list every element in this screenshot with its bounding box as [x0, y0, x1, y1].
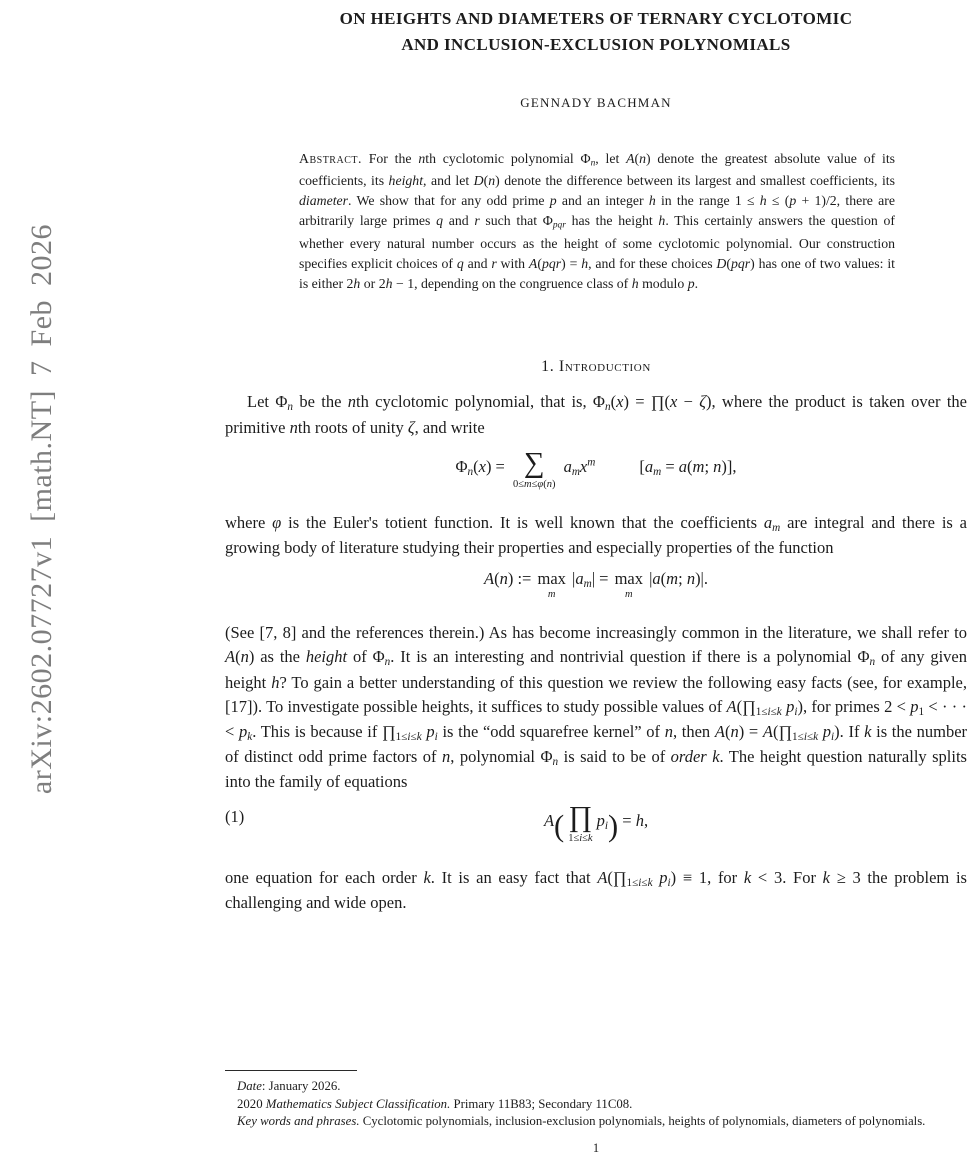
author-name: GENNADY BACHMAN [520, 94, 672, 110]
paragraph-intro-3: (See [7, 8] and the references therein.) As has become increasingly common in the literature, we shall refer to A(n) as the height of $\Phi_n$. It is an interesting and nontrivial question if there is a polynomial $\Phi_n$ of any given height h? To gain a better understanding of this question we review the following easy facts (see, for example, [17]). To investigate possible heights, it suffices to study possible values of $A(\prod_{1\le i\le k}$ $p_i$), for primes $2 < p_1$ < · · · < $p_k$. This is because if $\prod_{1\le i\le k}$ $p_i$ is the “odd squarefree kernel” of n, then $A(n) = A(\prod_{1\le i\le k}$ $p_i$). If k is the number of distinct odd prime factors of n, polynomial $\Phi_n$ is said to be of order k. The height question naturally splits into the family of equations [225, 623, 968, 792]
footnote-rule [225, 1070, 357, 1071]
paragraph-intro-1: Let $\Phi_n$ be the nth cyclotomic polynomial, that is, $\Phi_n(x)$ = ∏(x − ζ), where the product is taken over the primitive nth roots of unity ζ, and write [225, 392, 967, 437]
footnote-block [225, 1070, 967, 1131]
footnote-date: Date: January 2026. [237, 1079, 341, 1094]
paper-title [225, 6, 967, 59]
paper-content [225, 0, 967, 1165]
footnote-keywords: Key words and phrases. Cyclotomic polynomials, inclusion-exclusion polynomials, heights of polynomials, diameters of polynomials. [237, 1114, 926, 1129]
equation-1-label: (1) [225, 807, 245, 827]
arxiv-watermark: arXiv:2602.07727v1 [math.NT] 7 Feb 2026 [25, 223, 58, 795]
equation-1-body: A( ∏ 1≤i≤k $p_i) = h$, [543, 801, 649, 845]
paper-title-line2: AND INCLUSION-EXCLUSION POLYNOMIALS [401, 35, 791, 55]
section-heading-introduction: 1. Introduction [541, 358, 651, 376]
abstract-block [299, 149, 895, 295]
paper-title-line1: ON HEIGHTS AND DIAMETERS OF TERNARY CYCLOTOMIC [339, 9, 853, 28]
abstract-text: For the nth cyclotomic polynomial $\Phi_n$, let A(n) denote the greatest absolute value of its coefficients, its height, and let D(n) denote the difference between its largest and smallest coefficients, its diameter. We show that for any odd prime p and an integer h in the range 1 ≤ h ≤ (p + 1)/2, there are arbitrarily large primes q and r such that $\Phi_{pqr}$ has the height h. This certainly answers the question of whether every natural number occurs as the height of some cyclotomic polynomial. Our construction specifies explicit choices of q and r with A(pqr) = h, and for these choices D(pqr) has one of two values: it is either 2h or 2h − 1, depending on the congruence class of h modulo p. [299, 150, 896, 292]
page-number: 1 [592, 1141, 600, 1155]
equation-cyclotomic-sum: $\Phi_n(x)$ = ∑ 0≤m≤φ(n) $a_mx^m$ [$a_m = a(m$; n)], [455, 446, 737, 490]
footnote-msc: 2020 Mathematics Subject Classification. Primary 11B83; Secondary 11C08. [237, 1096, 633, 1111]
paragraph-intro-4: one equation for each order k. It is an easy fact that $A(\prod_{1\le i\le k}$ $p_i) \equiv 1$, for k < 3. For k ≥ 3 the problem is challenging and wide open. [225, 867, 967, 912]
equation-height-definition: A(n) := max m $|a_m|$ = max m |a(m; n)|. [484, 569, 708, 600]
abstract-label: Abstract. [299, 150, 362, 166]
paragraph-intro-2: where φ is the Euler's totient function. It is well known that the coefficients $a_m$ are integral and there is a growing body of literature studying their properties and especially properties of the function [225, 513, 968, 558]
equation-1 [225, 803, 967, 845]
